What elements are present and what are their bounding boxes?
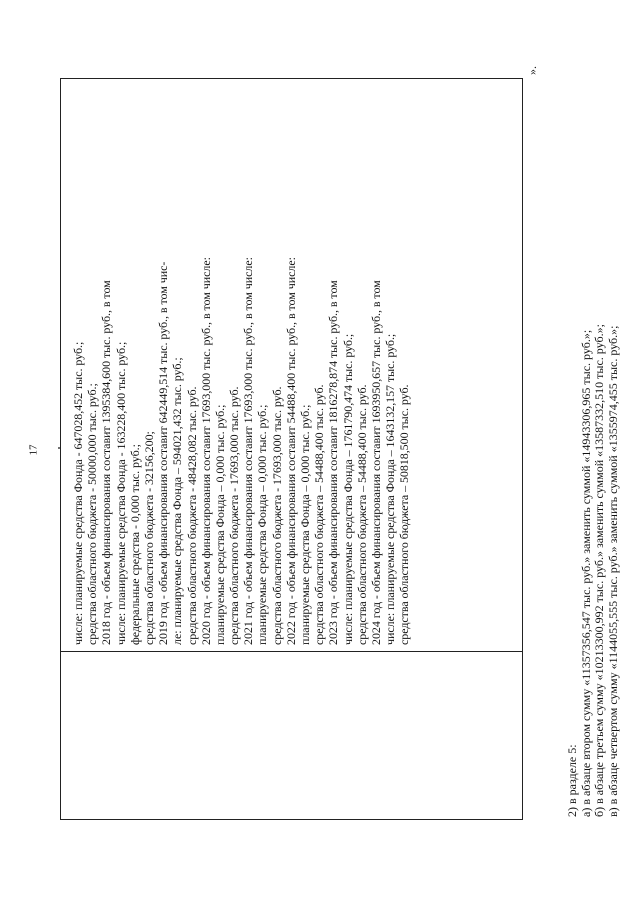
amendment-line: а) в абзаце втором сумму «11357356,547 тыс. руб.» заменить суммой «14943306,965 тыс. руб.»; [578,329,593,817]
amendment-line: в) в абзаце четвертом сумму «1144055,555 тыс. руб.» заменить суммой «1355974,455 тыс. руб.»; [605,325,620,817]
table-line: средства областного бюджета - 50000,000 тыс. руб.; [85,383,100,645]
table-line: 2022 год - объем финансирования составит 54488,400 тыс. руб., в том числе: [283,257,298,645]
closing-quote: ». [525,66,539,75]
table-line: ле: планируемые средства Фонда – 594021,432 тыс. руб.; [170,357,185,645]
table-line: средства областного бюджета – 50818,500 тыс. руб. [397,384,412,645]
amendment-line: б) в абзаце третьем сумму «10213300,992 тыс. руб.» заменить суммой «13587332,510 тыс. руб.»; [592,324,607,817]
table-line: планируемые средства Фонда – 0,000 тыс. руб.; [298,404,312,645]
table-line: 2018 год - объем финансирования составит 1395384,600 тыс. руб., в том [99,280,114,645]
table-line: числе: планируемые средства Фонда – 1761790,474 тыс. руб.; [340,333,355,645]
amendments-block [566,324,620,817]
table-line: 2021 год - объем финансирования составит 17693,000 тыс. руб., в том числе: [241,257,256,645]
table-line: средства областного бюджета – 54488,400 тыс. руб. [354,384,369,645]
table-line: средства областного бюджета - 48428,082 тыс. руб. [184,386,199,645]
amendment-line: 2) в разделе 5: [565,744,579,817]
table-line: средства областного бюджета – 54488,400 тыс. руб. [312,384,327,645]
table-column-divider [61,651,522,652]
table-line: средства областного бюджета - 17693,000 тыс. руб. [269,386,284,645]
table-line: числе: планируемые средства Фонда - 647028,452 тыс. руб.; [71,341,85,645]
table-line: 2024 год - объем финансирования составит 1693950,657 тыс. руб., в том [368,280,383,645]
table-line: федеральные средства - 0,000 тыс. руб.; [127,444,142,645]
table-line: числе: планируемые средства Фонда - 163228,400 тыс. руб.; [113,341,128,645]
table-line: 2023 год - объем финансирования составит 1816278,874 тыс. руб., в том [326,280,341,645]
table-line: средства областного бюджета - 17693,000 тыс. руб. [227,386,242,645]
financing-table-cell [71,85,412,645]
table-line: планируемые средства Фонда – 0,000 тыс. руб.; [255,404,270,645]
table-line: средства областного бюджета - 32156,200; [141,431,156,645]
page-number: 17 [27,444,40,456]
table-line: числе: планируемые средства Фонда – 1643132,157 тыс. руб.; [383,333,398,645]
table-line: 2020 год - объем финансирования составит 17693,000 тыс. руб., в том числе: [198,257,213,645]
table-line: планируемые средства Фонда – 0,000 тыс. руб.; [212,404,227,645]
financing-table [60,78,523,820]
table-line: 2019 год - объем финансирования составит 642449,514 тыс. руб., в том чис- [156,261,171,645]
